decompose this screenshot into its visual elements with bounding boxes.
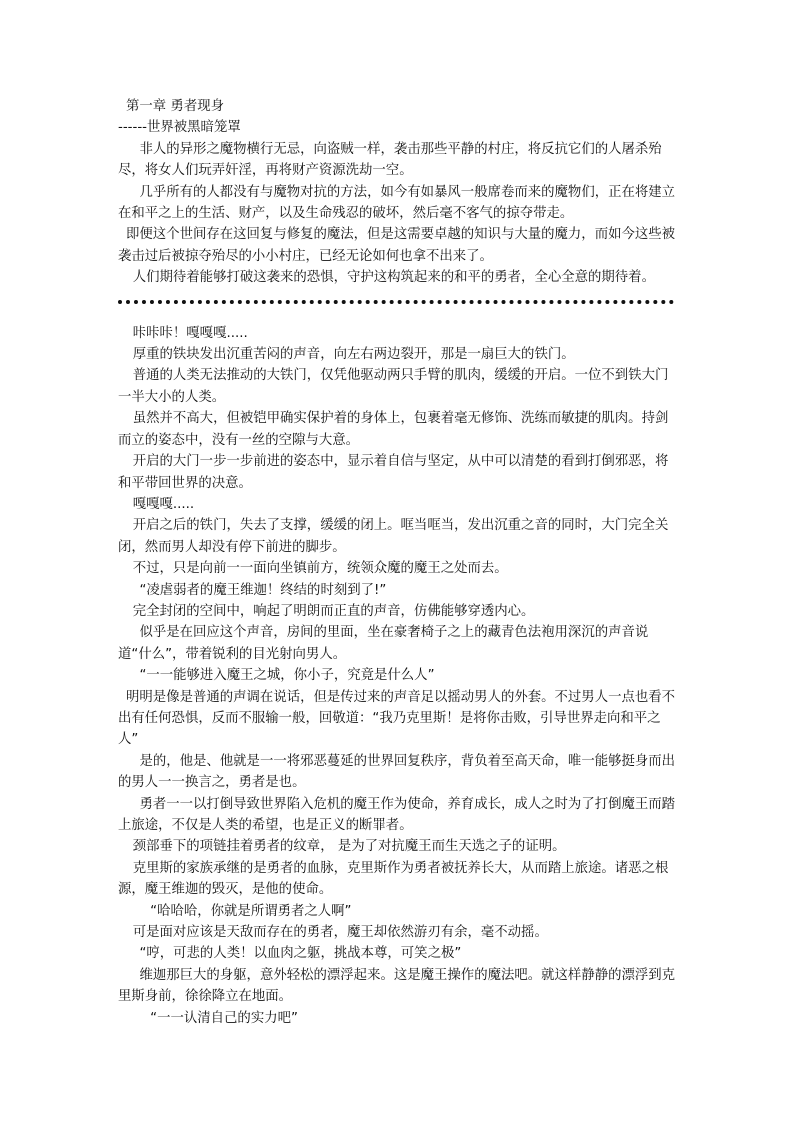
story-paragraph: 虽然并不高大，但被铠甲确实保护着的身体上，包裹着毫无修饰、洗练而敏捷的肌肉。持剑而立的姿态中，没有一丝的空隙与大意。: [118, 411, 669, 448]
story-paragraph: “一一认清自己的实力吧”: [150, 1010, 298, 1026]
chapter-title: 第一章 勇者现身: [126, 99, 224, 114]
story-paragraph: 嘎嘎嘎.....: [132, 496, 195, 512]
story-paragraph: 厚重的铁块发出沉重苦闷的声音，向左右两边裂开，那是一扇巨大的铁门。: [132, 347, 575, 363]
prologue-paragraph: 非人的异形之魔物横行无忌，向盗贼一样，袭击那些平静的村庄，将反抗它们的人屠杀殆尽，将女人们玩弄奸淫，再将财产资源洗劫一空。: [118, 141, 662, 179]
story-paragraph: 可是面对应该是天敌而存在的勇者，魔王却依然游刃有余，毫不动摇。: [132, 925, 548, 941]
chapter-subtitle: ------世界被黑暗笼罩: [118, 120, 241, 136]
story-paragraph: 开启的大门一步一步前进的姿态中，显示着自信与坚定，从中可以清楚的看到打倒邪恶，将和平带回世界的决意。: [118, 454, 669, 491]
story-paragraph: 普通的人类无法推动的大铁门，仅凭他驱动两只手臂的肌肉，缓缓的开启。一位不到铁大门一半大小的人类。: [118, 368, 669, 405]
story-paragraph: 咔咔咔！嘎嘎嘎.....: [132, 325, 248, 341]
story-paragraph: 似乎是在回应这个声音，房间的里面，坐在豪奢椅子之上的藏青色法袍用深沉的声音说道“什么”，带着锐利的目光射向男人。: [118, 625, 649, 662]
story-paragraph: “哈哈哈，你就是所谓勇者之人啊”: [150, 903, 352, 919]
story-paragraph: 开启之后的铁门，失去了支撑，缓缓的闭上。哐当哐当，发出沉重之音的同时，大门完全关闭，然而男人却没有停下前进的脚步。: [118, 518, 669, 555]
story-paragraph: 完全封闭的空间中，响起了明朗而正直的声音，仿佛能够穿透内心。: [132, 603, 535, 619]
story-paragraph: 不过，只是向前一一面向坐镇前方，统领众魔的魔王之处而去。: [132, 561, 508, 577]
prologue-paragraph: 即便这个世间存在这回复与修复的魔法，但是这需要卓越的知识与大量的魔力，而如今这些被袭击过后被掠夺殆尽的小小村庄，已经无论如何也拿不出来了。: [118, 227, 676, 264]
story-paragraph: 维迦那巨大的身躯，意外轻松的漂浮起来。这是魔王操作的魔法吧。就这样静静的漂浮到克里斯身前，徐徐降立在地面。: [118, 967, 676, 1005]
story-paragraph: 克里斯的家族承继的是勇者的血脉，克里斯作为勇者被抚养长大，从而踏上旅途。诸恶之根源，魔王维迦的毁灭，是他的使命。: [118, 860, 669, 898]
story-paragraph: 是的，他是、他就是一一将邪恶蔓延的世界回复秩序，背负着至高天命，唯一能够挺身而出的男人一一换言之，勇者是也。: [118, 753, 676, 791]
story-paragraph: “凌虐弱者的魔王维迦！终结的时刻到了!”: [139, 582, 387, 598]
story-paragraph: 勇者一一以打倒导致世界陷入危机的魔王作为使命，养育成长，成人之时为了打倒魔王而踏上旅途，不仅是人类的希望，也是正义的断罪者。: [118, 796, 676, 833]
prologue-paragraph: 人们期待着能够打破这袭来的恐惧，守护这构筑起来的和平的勇者，全心全意的期待着。: [132, 270, 655, 286]
story-paragraph: “哼，可悲的人类！以血肉之躯，挑战本尊，可笑之极”: [139, 946, 462, 962]
document-body: [118, 96, 678, 1029]
story-paragraph: 颈部垂下的项链挂着勇者的纹章， 是为了对抗魔王而生天选之子的证明。: [132, 839, 566, 855]
story-paragraph: 明明是像是普通的声调在说话，但是传过来的声音足以摇动男人的外套。不过男人一点也看不出有任何恐惧，反而不服输一般，回敬道：“我乃克里斯！是将你击败，引导世界走向和平之人”: [118, 689, 676, 748]
prologue-paragraph: 几乎所有的人都没有与魔物对抗的方法，如今有如暴风一般席卷而来的魔物们，正在将建立在和平之上的生活、财产，以及生命残忍的破坏，然后毫不客气的掠夺带走。: [118, 184, 676, 222]
dotted-separator: [118, 300, 674, 304]
story-paragraph: “一一能够进入魔王之城，你小子，究竟是什么人”: [139, 668, 435, 684]
